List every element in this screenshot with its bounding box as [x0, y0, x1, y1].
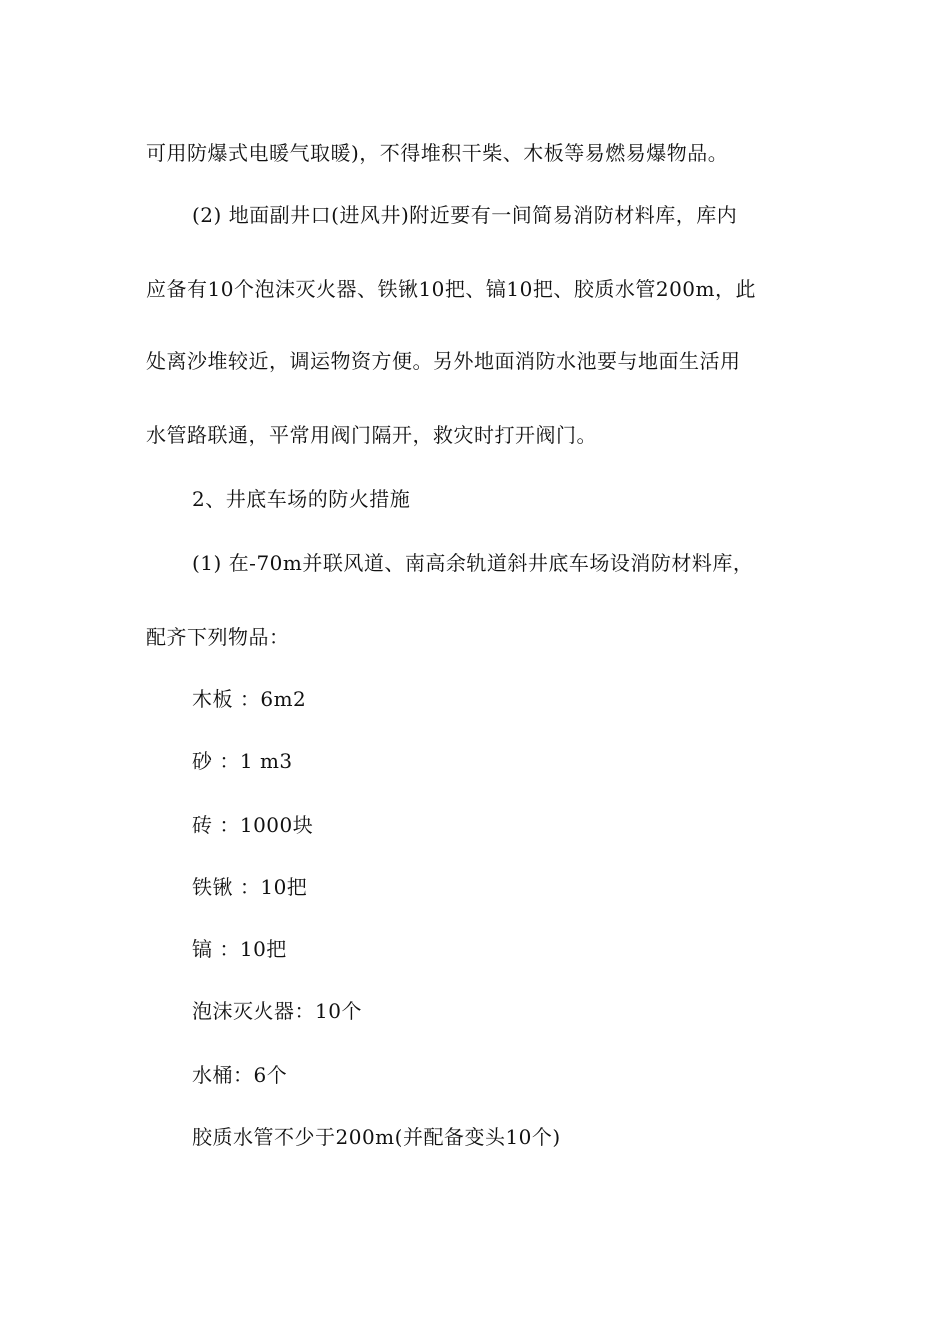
list-item-rubber-hose: 胶质水管不少于200m(并配备变头10个): [192, 1125, 561, 1149]
paragraph-3-line-1: (1) 在-70m并联风道、南高余轨道斜井底车场设消防材料库，: [192, 551, 754, 575]
paragraph-2-line-4: 水管路联通，平常用阀门隔开，救灾时打开阀门。: [146, 423, 597, 447]
section-heading: 2、井底车场的防火措施: [192, 487, 411, 511]
list-item-pickaxe: 镐 ：10把: [192, 937, 287, 961]
list-item-bucket: 水桶：6个: [192, 1063, 288, 1087]
list-item-shovel: 铁锹 ：10把: [192, 875, 308, 899]
paragraph-1-line-1: 可用防爆式电暖气取暖)，不得堆积干柴、木板等易燃易爆物品。: [146, 141, 729, 165]
list-item-sand: 砂 ：1 m3: [192, 749, 293, 773]
paragraph-2-line-2: 应备有10个泡沫灭火器、铁锹10把、镐10把、胶质水管200m，此: [146, 277, 756, 301]
paragraph-2-line-3: 处离沙堆较近，调运物资方便。另外地面消防水池要与地面生活用: [146, 349, 741, 373]
list-item-wood-board: 木板 ：6m2: [192, 687, 307, 711]
list-item-foam-extinguisher: 泡沫灭火器：10个: [192, 999, 362, 1023]
paragraph-3-line-2: 配齐下列物品：: [146, 625, 290, 649]
paragraph-2-line-1: (2) 地面副井口(进风井)附近要有一间简易消防材料库，库内: [192, 203, 738, 227]
list-item-brick: 砖 ：1000块: [192, 813, 314, 837]
